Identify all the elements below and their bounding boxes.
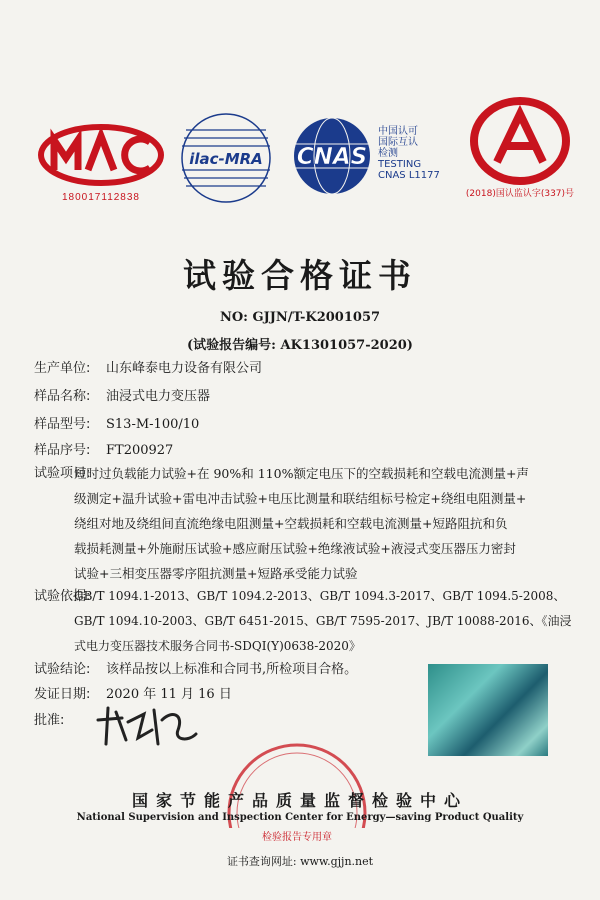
seal-label: 检验报告专用章 xyxy=(262,832,332,843)
test-items-text xyxy=(74,461,580,586)
ca-logo xyxy=(450,96,590,199)
test-items-line: 级测定+温升试验+雷电冲击试验+电压比测量和联结组标号检定+绕组电阻测量+ xyxy=(74,491,527,506)
cnas-logo xyxy=(286,116,446,200)
ca-mark-icon xyxy=(465,96,575,186)
field-value: S13-M-100/10 xyxy=(106,417,200,432)
field-label: 试验依据: xyxy=(34,589,91,604)
field-label: 样品序号: xyxy=(34,443,91,458)
field-label: 批准: xyxy=(34,713,65,728)
field-label: 试验项目: xyxy=(34,466,91,481)
field-label: 样品名称: xyxy=(34,389,91,404)
hologram-sticker xyxy=(428,664,548,756)
certificate-query-url: 证书查询网址: www.gjjn.net xyxy=(226,855,374,868)
test-items-line: 短时过负载能力试验+在 90%和 110%额定电压下的空载损耗和空载电流测量+声 xyxy=(74,466,529,481)
signature-icon xyxy=(92,700,202,750)
report-number: (试验报告编号: AK1301057-2020) xyxy=(187,338,413,353)
ilac-logo xyxy=(176,108,276,212)
field-manufacturer xyxy=(34,356,263,381)
field-sample-model xyxy=(34,412,200,437)
field-value: 该样品按以上标准和合同书,所检项目合格。 xyxy=(106,662,358,677)
field-issue-date xyxy=(34,682,232,707)
test-basis-text xyxy=(74,584,580,659)
field-value: 山东峰泰电力设备有限公司 xyxy=(106,361,263,376)
ca-caption: (2018)国认监认字(337)号 xyxy=(465,189,575,199)
certificate-number: NO: GJJN/T-K2001057 xyxy=(219,310,381,325)
cnas-line: 国际互认 xyxy=(378,137,418,148)
test-basis-line: 式电力变压器技术服务合同书-SDQI(Y)0638-2020》 xyxy=(74,639,361,653)
test-basis-line: GB/T 1094.1-2013、GB/T 1094.2-2013、GB/T 1094.3-2017、GB/T 1094.5-2008、 xyxy=(74,589,566,603)
svg-text:CNAS: CNAS xyxy=(296,144,368,170)
issuing-center-en: National Supervision and Inspection Center for Energy—saving Product Quality xyxy=(76,812,524,823)
field-label: 试验结论: xyxy=(34,662,91,677)
field-value: 油浸式电力变压器 xyxy=(106,389,211,404)
cma-logo xyxy=(36,124,166,203)
issuing-center-cn: 国家节能产品质量监督检验中心 xyxy=(131,791,468,810)
cnas-line: CNAS L1177 xyxy=(378,170,440,181)
field-sample-serial xyxy=(34,438,174,463)
field-sample-name xyxy=(34,384,211,409)
field-label: 生产单位: xyxy=(34,361,91,376)
field-conclusion xyxy=(34,657,358,682)
certificate-title: 试验合格证书 xyxy=(183,256,417,295)
svg-text:ilac-MRA: ilac-MRA xyxy=(189,150,263,168)
ilac-globe-icon xyxy=(176,108,276,208)
field-approval xyxy=(34,708,98,733)
test-basis-line: GB/T 1094.10-2003、GB/T 6451-2015、GB/T 7595-2017、JB/T 10088-2016、《油浸 xyxy=(74,614,572,628)
cnas-line: 检测 xyxy=(378,148,398,159)
cnas-line: 中国认可 xyxy=(378,126,418,137)
logo-bar xyxy=(0,96,600,216)
field-value: FT200927 xyxy=(106,443,174,458)
cnas-line: TESTING xyxy=(378,159,422,170)
field-label: 发证日期: xyxy=(34,687,91,702)
test-items-line: 绕组对地及绕组间直流绝缘电阻测量+空载损耗和空载电流测量+短路阻抗和负 xyxy=(74,516,508,531)
test-items-line: 载损耗测量+外施耐压试验+感应耐压试验+绝缘液试验+液浸式变压器压力密封 xyxy=(74,541,516,556)
test-items-line: 试验+三相变压器零序阻抗测量+短路承受能力试验 xyxy=(74,566,358,581)
cma-number: 180017112838 xyxy=(62,192,140,203)
cnas-globe-icon xyxy=(286,116,378,196)
field-label: 样品型号: xyxy=(34,417,91,432)
field-value: 2020 年 11 月 16 日 xyxy=(106,687,232,702)
cnas-accreditation-text xyxy=(378,126,440,181)
cma-mark-icon xyxy=(36,124,166,186)
